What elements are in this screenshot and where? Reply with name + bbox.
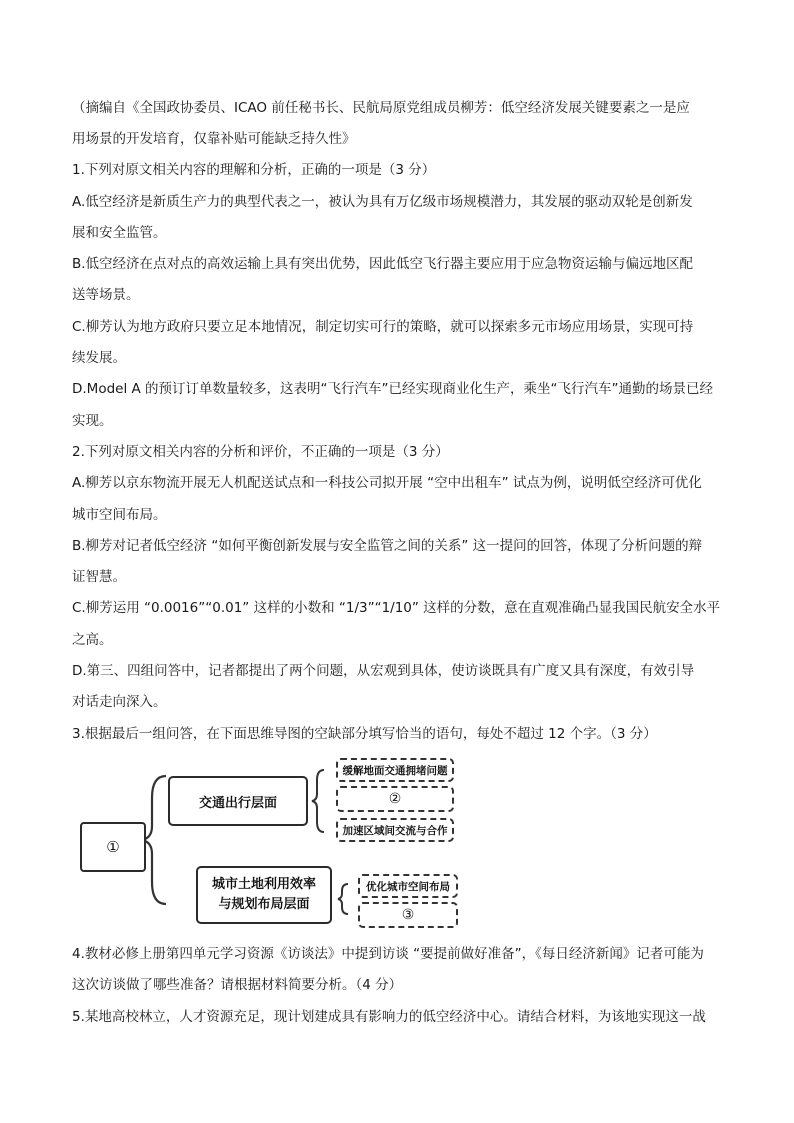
leaf-blank-2-label: ② — [388, 791, 402, 807]
leaf-blank-3 — [358, 902, 458, 928]
branch-land-label-line-1: 城市土地利用效率 — [211, 877, 316, 892]
leaf-blank-2 — [336, 786, 454, 812]
leaf-optimize-layout — [358, 874, 458, 898]
question-4-line-2: 这次访谈做了哪些准备？请根据材料简要分析。（4 分） — [72, 977, 403, 994]
question-2-option-c-line-1: C.柳芳运用 “0.0016”“0.01” 这样的小数和 “1/3”“1/10” 这样的分数，意在直观准确凸显我国民航安全水平 — [72, 600, 721, 617]
question-1-option-d-line-1: D.Model A 的预订订单数量较多，这表明“飞行汽车”已经实现商业化生产，乘坐“飞行汽车”通勤的场景已经 — [72, 381, 714, 398]
question-1-option-a-line-2: 展和安全监管。 — [72, 224, 167, 241]
leaf-ease-congestion-label: 缓解地面交通拥堵问题 — [342, 764, 448, 777]
leaf-regional-exchange-label: 加速区域间交流与合作 — [342, 824, 448, 837]
question-2-option-b-line-1: B.柳芳对记者低空经济 “如何平衡创新发展与安全监管之间的关系” 这一提问的回答，体现了分析问题的辩 — [72, 537, 703, 554]
question-1-option-b-line-1: B.低空经济在点对点的高效运输上具有突出优势，因此低空飞行器主要应用于应急物资运输与偏远地区配 — [72, 256, 694, 273]
question-1-option-c-line-2: 续发展。 — [72, 350, 126, 367]
leaf-blank-3-label: ③ — [401, 907, 415, 923]
question-1-option-b-line-2: 送等场景。 — [72, 287, 140, 304]
question-2-option-a-line-2: 城市空间布局。 — [72, 506, 167, 523]
document-body — [72, 99, 724, 756]
mind-map — [72, 758, 472, 928]
question-2-option-d-line-2: 对话走向深入。 — [72, 694, 167, 711]
branch-traffic-label: 交通出行层面 — [198, 795, 277, 811]
question-3-stem: 3.根据最后一组问答，在下面思维导图的空缺部分填写恰当的语句，每处不超过 12 个字。（3 分） — [72, 725, 657, 742]
mind-map-root-blank — [80, 822, 146, 872]
branch-land-label-line-2: 与规划布局层面 — [218, 897, 310, 912]
question-2-option-a-line-1: A.柳芳以京东物流开展无人机配送试点和一科技公司拟开展 “空中出租车” 试点为例，说明低空经济可优化 — [72, 475, 702, 492]
question-2-stem: 2.下列对原文相关内容的分析和评价，不正确的一项是（3 分） — [72, 443, 449, 460]
leaf-optimize-layout-label: 优化城市空间布局 — [366, 880, 450, 893]
question-2-option-b-line-2: 证智慧。 — [72, 569, 126, 586]
source-citation-line-1: （摘编自《全国政协委员、ICAO 前任秘书长、民航局原党组成员柳芳：低空经济发展关键要素之一是应 — [72, 100, 690, 116]
question-1-option-d-line-2: 实现。 — [72, 412, 113, 429]
question-1-option-c-line-1: C.柳芳认为地方政府只要立足本地情况，制定切实可行的策略，就可以探索多元市场应用场景，实现可持 — [72, 318, 694, 335]
land-brace — [338, 884, 348, 914]
root-blank-label: ① — [106, 838, 120, 856]
document-body-after-map — [72, 945, 724, 1039]
question-1-stem: 1.下列对原文相关内容的理解和分析，正确的一项是（3 分） — [72, 162, 436, 179]
question-5-line-1: 5.某地高校林立，人才资源充足，现计划建成具有影响力的低空经济中心。请结合材料，为该地实现这一战 — [72, 1008, 706, 1025]
question-2-option-d-line-1: D.第三、四组问答中，记者都提出了两个问题，从宏观到具体，使访谈既具有广度又具有深度，有效引导 — [72, 663, 695, 680]
branch-land-planning — [196, 866, 332, 924]
source-citation-line-2: 用场景的开发培育，仅靠补贴可能缺乏持久性》 — [72, 131, 356, 147]
question-1-option-a-line-1: A.低空经济是新质生产力的典型代表之一，被认为具有万亿级市场规模潜力，其发展的驱动双轮是创新发 — [72, 193, 693, 210]
leaf-regional-exchange — [336, 818, 454, 842]
question-4-line-1: 4.教材必修上册第四单元学习资源《访谈法》中提到访谈 “要提前做好准备”，《每日经济新闻》记者可能为 — [72, 946, 704, 962]
branch-traffic — [168, 776, 308, 826]
traffic-brace — [312, 770, 324, 832]
question-2-option-c-line-2: 之高。 — [72, 631, 113, 648]
leaf-ease-congestion — [336, 758, 454, 782]
